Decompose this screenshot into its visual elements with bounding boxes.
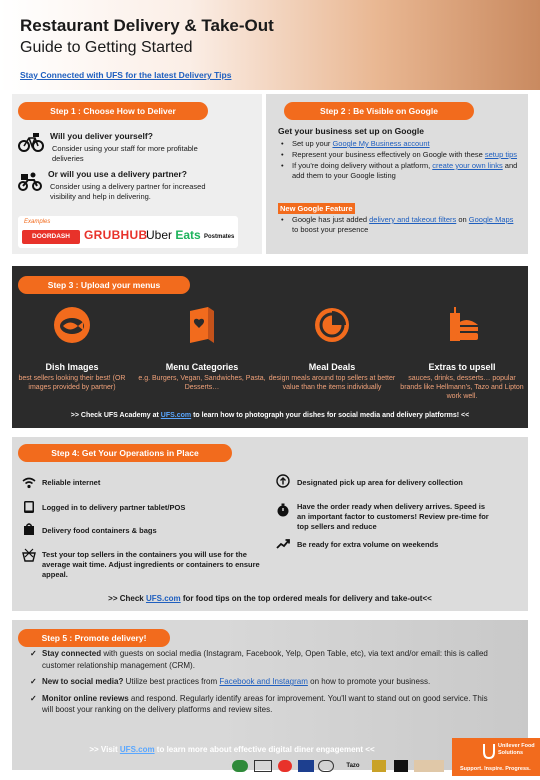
doordash-logo: DOORDASH (22, 230, 80, 244)
postmates-logo: Postmates (204, 234, 235, 240)
brand-logo (414, 760, 444, 772)
brand-logo (372, 760, 386, 772)
facebook-instagram-link[interactable]: Facebook and Instagram (219, 677, 308, 686)
step3-footer: >> Check UFS Academy at UFS.com to learn how to photograph your dishes for social media and delivery platforms! << (70, 412, 470, 419)
list-item: • If you're doing delivery without a platform, create your own links and add them to your Google listing (280, 161, 520, 181)
ufs-engagement-link[interactable]: UFS.com (119, 745, 155, 754)
deliver-yourself-desc: Consider using your staff for more profitable deliveries (52, 144, 198, 163)
ubereats-logo: Uber Eats (146, 228, 201, 242)
step2-label: Step 2 : Be Visible on Google (284, 102, 474, 120)
extras-desc: sauces, drinks, desserts… popular brands like Hellmann's, Tazo and Lipton work well. (400, 375, 524, 400)
unilever-u-icon (482, 742, 496, 760)
delivery-partner-question: Or will you use a delivery partner? (48, 169, 187, 179)
menu-categories-title: Menu Categories (165, 362, 239, 372)
deliver-yourself-question: Will you deliver yourself? (50, 131, 153, 141)
brand-logo (394, 760, 408, 772)
meal-deals-desc: design meals around top sellers at better value than the items individually (268, 375, 396, 391)
bag-icon (22, 522, 36, 536)
meal-deal-icon (312, 305, 352, 345)
google-my-business-link[interactable]: Google My Business account (332, 139, 430, 148)
list-item: • Set up your Google My Business account (280, 139, 520, 149)
menu-categories-desc: e.g. Burgers, Vegan, Sandwiches, Pasta, Desserts… (138, 375, 266, 391)
list-item: • Google has just added delivery and takeout filters on Google Maps to boost your presence (280, 215, 520, 235)
dish-images-column (8, 305, 136, 392)
header (0, 0, 540, 90)
google-feature-list (280, 215, 520, 236)
promote-checklist (30, 648, 500, 721)
tablet-icon (22, 500, 36, 514)
page-title: Restaurant Delivery & Take-Out (20, 16, 274, 35)
menu-icon (182, 305, 222, 345)
dish-icon (52, 305, 92, 345)
ops-order-ready: Have the order ready when delivery arrives. Speed is an important factor to customers! Review pre-time for top sellers and reduce (297, 502, 489, 531)
ops-containers: Delivery food containers & bags (42, 526, 157, 535)
container-icon (22, 548, 36, 562)
step4-footer: >> Check UFS.com for food tips on the top ordered meals for delivery and take-out<< (108, 594, 432, 603)
step5-label: Step 5 : Promote delivery! (18, 629, 170, 647)
bicycle-icon (18, 131, 44, 153)
ops-weekend-volume: Be ready for extra volume on weekends (297, 540, 439, 549)
tagline-link[interactable]: Stay Connected with UFS for the latest Delivery Tips (20, 70, 232, 80)
brand-logo (278, 760, 292, 772)
brand-logo (254, 760, 272, 772)
step3-label: Step 3 : Upload your menus (18, 276, 190, 294)
ufs-food-tips-link[interactable]: UFS.com (145, 594, 181, 603)
list-item: • Represent your business effectively on Google with these setup tips (280, 150, 520, 160)
list-item: ✓ Stay connected with guests on social media (Instagram, Facebook, Yelp, Open Table, etc), via text and/or email: this is called customer relationship management (CRM). (30, 648, 500, 671)
list-item: ✓ New to social media? Utilize best practices from Facebook and Instagram on how to promote your business. (30, 676, 500, 688)
ufs-name: Unilever Food Solutions (498, 743, 535, 756)
brand-logo (318, 760, 334, 772)
extras-column (398, 305, 526, 401)
brand-logo (298, 760, 314, 772)
step4-label: Step 4: Get Your Operations in Place (18, 444, 232, 462)
step5-footer: >> Visit UFS.com to learn more about effective digital diner engagement << (89, 745, 375, 754)
google-maps-link[interactable]: Google Maps (468, 215, 514, 224)
wifi-icon (22, 476, 36, 490)
scooter-icon (18, 171, 42, 191)
page-subtitle: Guide to Getting Started (20, 39, 193, 56)
delivery-filters-link[interactable]: delivery and takeout filters (369, 215, 457, 224)
burger-drink-icon (442, 305, 482, 345)
ops-test-sellers: Test your top sellers in the containers you will use for the average wait time. Adjust ingredients or containers to ensure appeal. (42, 550, 260, 579)
dish-images-title: Dish Images (45, 362, 99, 372)
new-feature-badge: New Google Feature (280, 204, 353, 213)
ufs-tagline: Support. Inspire. Progress. (460, 766, 531, 772)
create-links-link[interactable]: create your own links (432, 161, 503, 170)
ops-tablet: Logged in to delivery partner tablet/POS (42, 503, 186, 512)
pickup-arrow-icon (276, 474, 290, 488)
step1-label: Step 1 : Choose How to Deliver (18, 102, 208, 120)
extras-title: Extras to upsell (428, 362, 496, 372)
trend-up-icon (276, 537, 290, 551)
list-item: ✓ Monitor online reviews and respond. Regularly identify areas for improvement. You'll want to stand out on good service. This will boost your ranking on the delivery platforms and review sites. (30, 693, 500, 716)
ops-internet: Reliable internet (42, 478, 101, 487)
meal-deals-column (268, 305, 396, 392)
delivery-partner-desc: Consider using a delivery partner for increased visibility and help in delivering. (50, 182, 206, 201)
partner-logos (18, 216, 238, 248)
menu-categories-column (138, 305, 266, 392)
stopwatch-icon (276, 503, 290, 517)
google-setup-list (280, 139, 520, 182)
ufs-academy-link[interactable]: UFS.com (160, 412, 192, 419)
examples-label: Examples (24, 219, 51, 225)
setup-tips-link[interactable]: setup tips (484, 150, 517, 159)
grubhub-logo: GRUBHUB (84, 228, 148, 242)
ops-pickup-area: Designated pick up area for delivery collection (297, 478, 463, 487)
google-heading: Get your business set up on Google (278, 126, 424, 136)
ufs-logo (452, 738, 540, 776)
meal-deals-title: Meal Deals (308, 362, 356, 372)
brand-logo (232, 760, 248, 772)
tazo-logo: Tazo (346, 763, 360, 769)
brand-logos-strip (232, 760, 446, 774)
dish-images-desc: best sellers looking their best! (OR images provided by partner) (18, 375, 126, 391)
